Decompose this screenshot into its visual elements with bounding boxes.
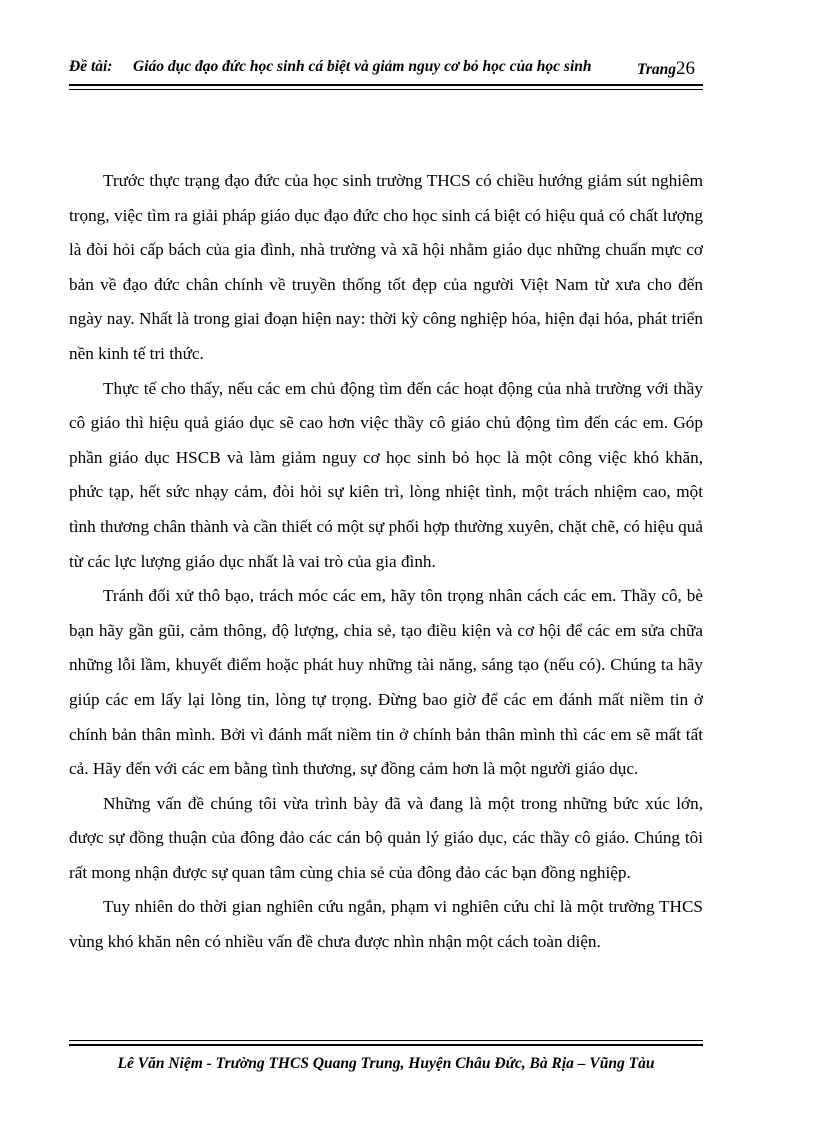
header-rule-thick	[69, 84, 703, 86]
footer-rule-thin	[69, 1040, 703, 1041]
paragraph: Những vấn đề chúng tôi vừa trình bày đã và đang là một trong những bức xúc lớn, được sự đồng thuận của đông đảo các cán bộ quản lý giáo dục, các thầy cô giáo. Chúng tôi rất mong nhận được sự quan tâm cùng chia sẻ của đông đảo các bạn đồng nghiệp.	[69, 793, 703, 882]
paragraph: Tránh đối xử thô bạo, trách móc các em, hãy tôn trọng nhân cách các em. Thầy cô, bè bạn hãy gần gũi, cảm thông, độ lượng, chia sẻ, tạo điều kiện và cơ hội để các em sửa chữa những lỗi lầm, khuyết điểm hoặc phát huy những tài năng, sáng tạo (nếu có). Chúng ta hãy giúp các em lấy lại lòng tin, lòng tự trọng. Đừng bao giờ để các em đánh mất niềm tin ở chính bản thân mình. Bởi vì đánh mất niềm tin ở chính bản thân mình thì các em sẽ mất tất cả. Hãy đến với các em bằng tình thương, sự đồng cảm hơn là một người giáo dục.	[69, 586, 703, 779]
header-label: Đề tài:	[69, 58, 113, 75]
page-header	[69, 50, 703, 82]
body-text	[69, 164, 703, 960]
page-footer: Lê Văn Niệm - Trường THCS Quang Trung, Huyện Châu Đức, Bà Rịa – Vũng Tàu	[117, 1055, 655, 1072]
paragraph: Tuy nhiên do thời gian nghiên cứu ngắn, phạm vi nghiên cứu chỉ là một trường THCS vùng khó khăn nên có nhiều vấn đề chưa được nhìn nhận một cách toàn diện.	[69, 897, 703, 952]
header-page-indicator	[637, 58, 695, 80]
paragraph: Trước thực trạng đạo đức của học sinh trường THCS có chiều hướng giảm sút nghiêm trọng, việc tìm ra giải pháp giáo dục đạo đức cho học sinh cá biệt có hiệu quả có chất lượng là đòi hỏi cấp bách của gia đình, nhà trường và xã hội nhằm giáo dục những chuẩn mực cơ bản về đạo đức chân chính về truyền thống tốt đẹp của người Việt Nam từ xưa cho đến ngày nay. Nhất là trong giai đoạn hiện nay: thời kỳ công nghiệp hóa, hiện đại hóa, phát triển nền kinh tế tri thức.	[69, 171, 703, 363]
header-topic: Giáo dục đạo đức học sinh cá biệt và giảm nguy cơ bỏ học của học sinh	[133, 58, 592, 75]
footer-rule-thick	[69, 1044, 703, 1046]
header-rule-thin	[69, 89, 703, 90]
header-page-label: Trang	[636, 61, 676, 78]
header-page-number: 26	[676, 58, 695, 79]
paragraph: Thực tế cho thấy, nếu các em chủ động tìm đến các hoạt động của nhà trường với thầy cô giáo thì hiệu quả giáo dục sẽ cao hơn việc thầy cô giáo chủ động tìm đến các em. Góp phần giáo dục HSCB và làm giảm nguy cơ học sinh bỏ học là một công việc khó khăn, phức tạp, hết sức nhạy cảm, đòi hỏi sự kiên trì, lòng nhiệt tình, một trách nhiệm cao, một tình thương chân thành và cần thiết có một sự phối hợp thường xuyên, chặt chẽ, có hiệu quả từ các lực lượng giáo dục nhất là vai trò của gia đình.	[69, 378, 703, 571]
